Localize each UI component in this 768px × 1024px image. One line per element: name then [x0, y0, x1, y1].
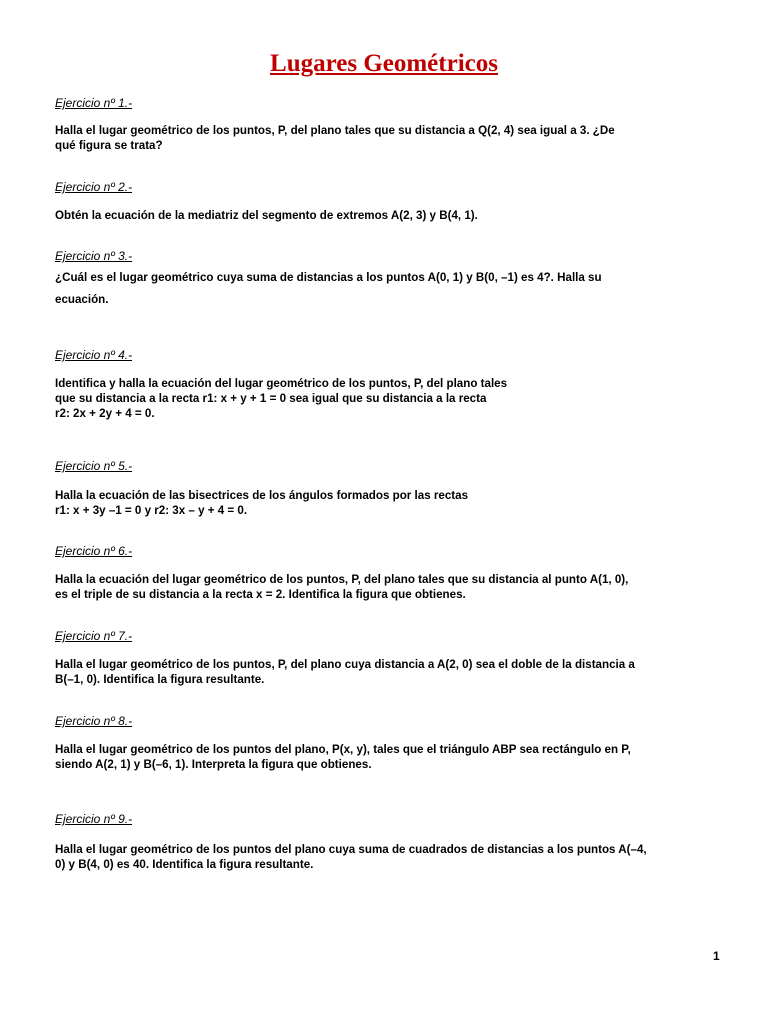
exercise-6-heading: Ejercicio nº 6.-: [55, 544, 133, 558]
exercise-8-heading: Ejercicio nº 8.-: [55, 714, 133, 728]
exercise-4-heading: Ejercicio nº 4.-: [55, 348, 133, 362]
exercise-3-line-2: ecuación.: [55, 293, 109, 306]
exercise-9-heading: Ejercicio nº 9.-: [55, 812, 133, 826]
exercise-4-line-2: que su distancia a la recta r1: x + y + 1 = 0 sea igual que su distancia a la recta: [55, 392, 487, 405]
exercise-1-line-2: qué figura se trata?: [55, 139, 163, 152]
exercise-7-line-1: Halla el lugar geométrico de los puntos, P, del plano cuya distancia a A(2, 0) sea el doble de la distancia a: [55, 658, 635, 671]
exercise-4-line-3: r2: 2x + 2y + 4 = 0.: [55, 407, 155, 420]
exercise-9-line-1: Halla el lugar geométrico de los puntos del plano cuya suma de cuadrados de distancias a los puntos A(–4,: [55, 843, 647, 856]
exercise-4-text: [55, 376, 725, 421]
exercise-5-line-2: r1: x + 3y –1 = 0 y r2: 3x – y + 4 = 0.: [55, 504, 248, 517]
exercise-7-line-2: B(–1, 0). Identifica la figura resultante.: [55, 673, 265, 686]
exercise-8-line-2: siendo A(2, 1) y B(–6, 1). Interpreta la figura que obtienes.: [55, 758, 372, 771]
exercise-9-text: [55, 842, 725, 872]
exercise-8-text: [55, 742, 725, 772]
exercise-5-line-1: Halla la ecuación de las bisectrices de los ángulos formados por las rectas: [55, 489, 469, 502]
exercise-2-line-1: Obtén la ecuación de la mediatriz del segmento de extremos A(2, 3) y B(4, 1).: [55, 209, 478, 222]
page-number: 1: [713, 949, 720, 963]
exercise-2-heading: Ejercicio nº 2.-: [55, 180, 133, 194]
exercise-3-heading: Ejercicio nº 3.-: [55, 249, 133, 263]
exercise-7-text: [55, 657, 725, 687]
page-title: Lugares Geométricos: [270, 50, 498, 77]
exercise-9-line-2: 0) y B(4, 0) es 40. Identifica la figura resultante.: [55, 858, 314, 871]
exercise-7-heading: Ejercicio nº 7.-: [55, 629, 133, 643]
exercise-5-text: [55, 488, 725, 518]
exercise-1-text: [55, 123, 725, 153]
exercise-1-heading: Ejercicio nº 1.-: [55, 96, 133, 110]
exercise-6-line-1: Halla la ecuación del lugar geométrico de los puntos, P, del plano tales que su distancia al punto A(1, 0),: [55, 573, 629, 586]
exercise-2-text: [55, 208, 725, 223]
exercise-1-line-1: Halla el lugar geométrico de los puntos, P, del plano tales que su distancia a Q(2, 4) sea igual a 3. ¿De: [55, 124, 615, 137]
exercise-6-text: [55, 572, 725, 602]
exercise-5-heading: Ejercicio nº 5.-: [55, 459, 133, 473]
exercise-6-line-2: es el triple de su distancia a la recta x = 2. Identifica la figura que obtienes.: [55, 588, 466, 601]
exercise-3-line-1: ¿Cuál es el lugar geométrico cuya suma de distancias a los puntos A(0, 1) y B(0, –1) es 4?. Halla su: [55, 271, 602, 284]
exercise-8-line-1: Halla el lugar geométrico de los puntos del plano, P(x, y), tales que el triángulo ABP sea rectángulo en P,: [55, 743, 631, 756]
exercise-4-line-1: Identifica y halla la ecuación del lugar geométrico de los puntos, P, del plano tales: [55, 377, 508, 390]
exercise-3-text: [55, 267, 725, 311]
